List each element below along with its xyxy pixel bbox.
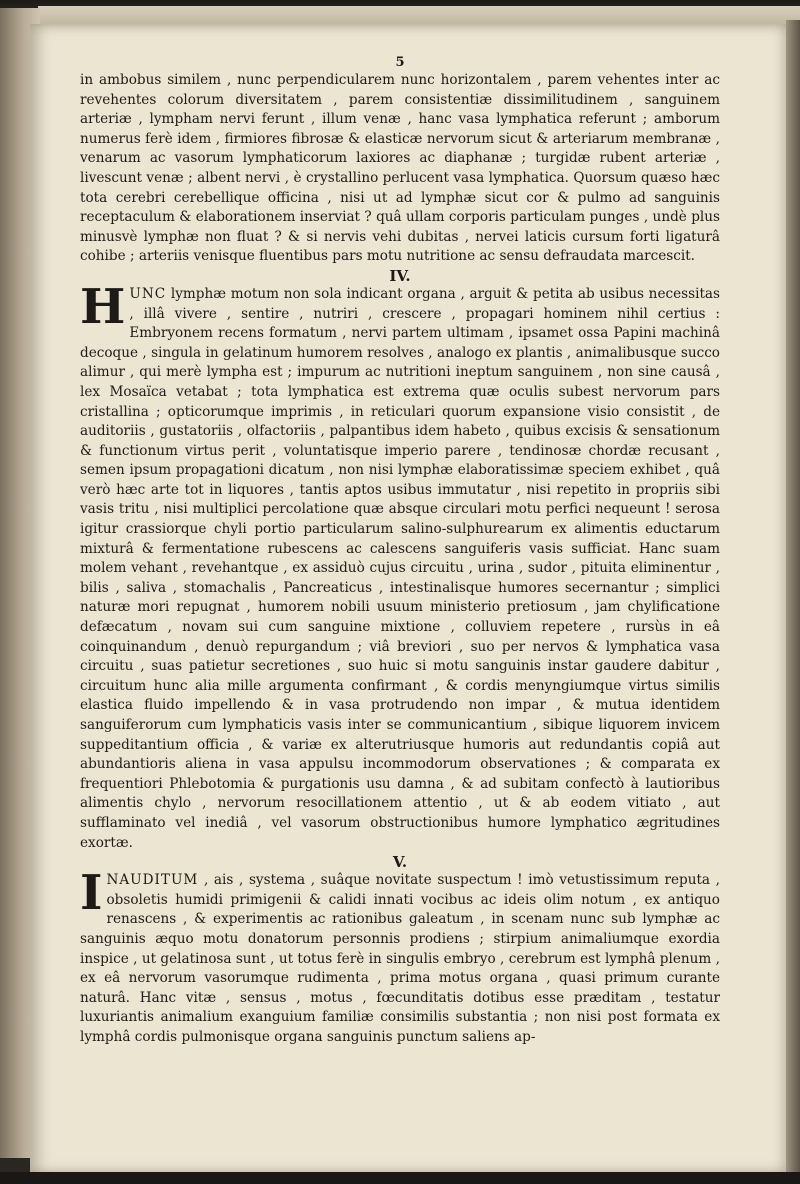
section-iv-text: lymphæ motum non sola indicant organa , arguit & petita ab usibus necessitas , illâ vivere , sentire , nutriri , crescere , propagari hominem nihil certius : Embryonem recens formatum , nervi partem ultimam , ipsamet ossa Papini machinâ decoque , singula in gelatinum humorem resolves , analogo ex plantis , animalibusque succo alimur , qui merè lympha est ; impurum ac nutritioni ineptum sanguinem , non sine causâ , lex Mosaïca vetabat ; tota lymphatica est extrema quæ oculis subest nervorum pars cristallina ; opticorumque imprimis , in reticulari quorum expansione visio consistit , de auditoriis , gustatoriis , olfactoriis , palpantibus idem habeto , quibus excisis & sensationum & functionum virtus perit , voluntatisque imperio parere , tendinosæ chordæ recusant , semen ipsum propagationi dicatum , non nisi lymphæ elaboratissimæ speciem exhibet , quâ verò hæc arte tot in liquores , tantis aptos usibus immutatur , nisi repetito in propriis sibi vasis tritu , nisi multiplici percolatione quæ absque circulari motu perfici nequeunt ! serosa igitur crassiorque chyli portio particularum salino-sulphurearum ex alimentis eductarum mixturâ & fermentatione rubescens ac calescens sanguiferis vasis sufficiat. Hanc suam molem vehant , revehantque , ex assiduò cujus circuitu , urina , sudor , pituita eliminentur , bilis , saliva , stomachalis , Pancreaticus , intestinalisque humores secernantur ; simplici naturæ mori repugnat , humorem nobili usuum ministerio pretiosum , jam chylificatione defæcatum , novam sui cum sanguine mixtione , colluviem repetere , rursùs in eâ coinquinandum , denuò repurgandum ; viâ breviori , suo per nervos & lymphatica vasa circuitu , suas patietur secretiones , suo huic si motu sanguinis instar gaudere dabitur , circuitum hunc alia mille argumenta confirmant , & cordis menyngiumque virtus similis elastica fluido impellendo & in vasa protrudendo non impar , & mutua identidem sanguiferorum cum lymphaticis vasis inter se communicantium , sibique liquorem invicem suppeditantium officia , & variæ ex alterutriusque humoris aut redundantis copiâ aut abundantioris aliena in vasa appulsu incommodorum observationes ; & comparata ex frequentiori Phlebotomia & purgationis usu damna , & ad subitam confectò à lautioribus alimentis chylo , nervorum resocillationem attentio , ut & ab eodem vitiato , aut sufflaminato vel inediâ , vel vasorum obstructionibus humore lymphatico ægritudines exortæ. — [80, 285, 720, 851]
paragraph-section-v — [80, 865, 720, 1047]
section-v-text: , ais , systema , suâque novitate suspectum ! imò vetustissimum reputa , obsoletis humidi primigenii & calidi innati vocibus ac ideis olim notum , ex antiquo renascens , & experimentis ac rationibus galeatum , in scenam nunc sub lymphæ ac sanguinis æquo motu donatorum personnis prodiens ; stirpium animaliumque exordia inspice , ut gelatinosa sunt , ut totus ferè in singulis embryo , cerebrum est lymphâ plenum , ex eâ nervorum vasorumque rudimenta , prima motus organa , quasi primum curante naturâ. Hanc vitæ , sensus , motus , fœcunditatis dotibus esse præditam , testatur luxuriantis animalium exanguium familiæ consimilis substantia ; non nisi post formata ex lymphâ cordis pulmonisque organa sanguinis punctum saliens ap- — [80, 872, 720, 1045]
signature-mark: 5 — [395, 55, 405, 70]
lead-word-unc: UNC — [129, 285, 167, 302]
drop-cap-i: I — [80, 865, 103, 922]
lead-word-nauditum: NAUDITUM — [106, 872, 199, 889]
drop-cap-h: H — [80, 278, 126, 335]
paragraph-section-iv — [80, 278, 720, 853]
bottom-edge — [0, 1172, 800, 1184]
page-text — [80, 57, 720, 1048]
section-heading-v: V. — [392, 853, 408, 872]
section-heading-iv: IV. — [389, 266, 411, 285]
right-page-edge — [786, 20, 800, 1184]
paragraph-continued: in ambobus similem , nunc perpendicularem nunc horizontalem , parem vehentes inter ac revehentes colorum diversitatem , parem consistentiæ dissimilitudinem , sanguinem arteriæ , lympham nervi ferunt , illum venæ , hanc vasa lymphatica referunt ; amborum numerus ferè idem , firmiores fibrosæ & elasticæ nervorum sicut & arteriarum membranæ , venarum ac vasorum lymphaticorum laxiores ac diaphanæ ; turgidæ rubent arteriæ , livescunt venæ ; albent nervi , è crystallino perlucent vasa lymphatica. Quorsum quæso hæc tota cerebri cerebellique officina , nisi ut ad lymphæ sicut cor & pulmo ad sanguinis receptaculum & elaborationem inserviat ? quâ ullam corporis particulam punges , undè plus minusvè lymphæ non fluat ? & si nervis vehi dubitas , nervei laticis cursum forti ligaturâ cohibe ; arteriis venisque fluentibus pars motu nutritione ac sensu defraudata marcescit. — [80, 72, 720, 265]
